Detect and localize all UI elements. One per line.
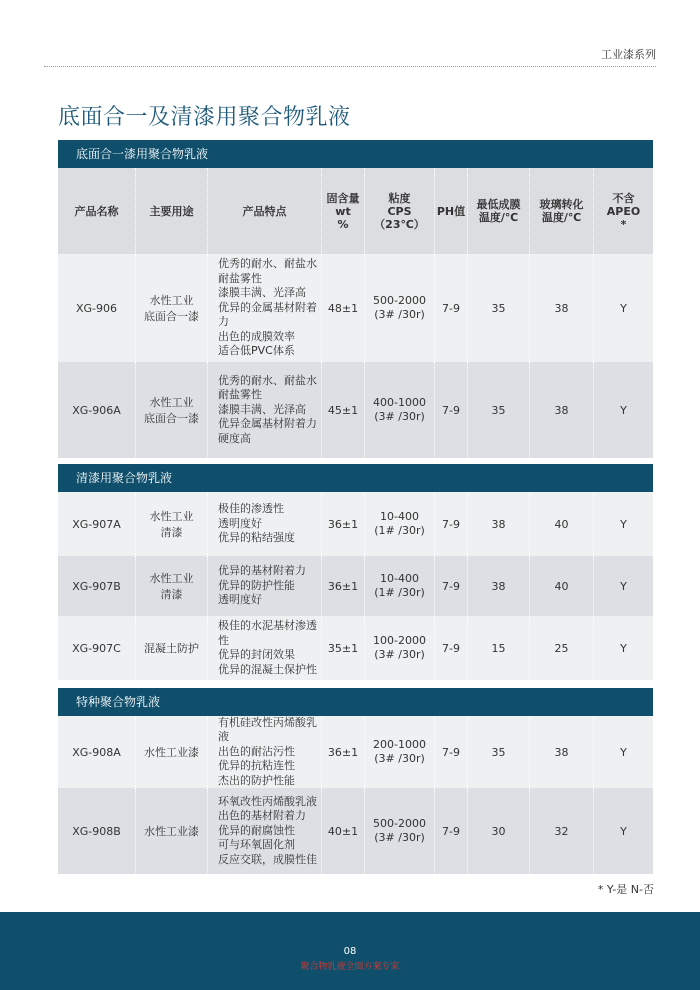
page-number: 08: [343, 946, 357, 957]
table-row: [58, 716, 653, 788]
cell-features: 环氧改性丙烯酸乳液 出色的基材附着力 优异的耐腐蚀性 可与环氧固化剂 反应交联，成膜性佳: [208, 788, 322, 874]
cell-mfft: 35: [468, 716, 530, 788]
cell-ph: 7-9: [435, 616, 468, 680]
cell-tg: 38: [530, 362, 594, 458]
table-row: [58, 616, 653, 680]
cell-name: XG-907B: [58, 556, 136, 616]
cell-solid: 48±1: [322, 254, 365, 362]
cell-name: XG-906A: [58, 362, 136, 458]
cell-name: XG-907A: [58, 492, 136, 556]
cell-tg: 38: [530, 716, 594, 788]
cell-apeo: Y: [620, 301, 627, 315]
section-table-2: [58, 464, 653, 680]
cell-ph: 7-9: [435, 556, 468, 616]
cell-features: 极佳的渗透性 透明度好 优异的粘结强度: [208, 492, 322, 556]
cell-features: 极佳的水泥基材渗透性 优异的封闭效果 优异的混凝土保护性: [208, 616, 322, 680]
table-header-row: [58, 168, 653, 254]
cell-features: 优异的基材附着力 优异的防护性能 透明度好: [208, 556, 322, 616]
cell-mfft: 30: [468, 788, 530, 874]
cell-mfft: 15: [468, 616, 530, 680]
cell-ph: 7-9: [435, 716, 468, 788]
cell-solid: 36±1: [322, 716, 365, 788]
cell-use: 水性工业 清漆: [136, 492, 208, 556]
cell-apeo: Y: [620, 403, 627, 417]
cell-use: 水性工业漆: [136, 716, 208, 788]
cell-use: 水性工业 底面合一漆: [136, 254, 208, 362]
cell-use: 水性工业 清漆: [136, 556, 208, 616]
header-cell-ph: PH值: [435, 168, 468, 254]
cell-viscosity: 10-400 (1# /30r): [365, 492, 435, 556]
cell-ph: 7-9: [435, 788, 468, 874]
cell-ph: 7-9: [435, 362, 468, 458]
cell-ph: 7-9: [435, 254, 468, 362]
cell-viscosity: 10-400 (1# /30r): [365, 556, 435, 616]
cell-name: XG-908B: [58, 788, 136, 874]
table-row: [58, 362, 653, 458]
header-cell-viscosity: 粘度 CPS （23℃）: [365, 168, 435, 254]
cell-apeo: Y: [620, 641, 627, 655]
cell-apeo: Y: [620, 579, 627, 593]
header-cell-mfft: 最低成膜 温度/℃: [468, 168, 530, 254]
page-title: 底面合一及清漆用聚合物乳液: [58, 105, 351, 130]
table-row: [58, 492, 653, 556]
table-row: [58, 254, 653, 362]
footnote: * Y-是 N-否: [597, 883, 654, 896]
header-divider: [44, 66, 656, 67]
cell-viscosity: 400-1000 (3# /30r): [365, 362, 435, 458]
section-table-1: [58, 140, 653, 458]
cell-apeo: Y: [620, 517, 627, 531]
cell-use: 水性工业漆: [136, 788, 208, 874]
table-row: [58, 788, 653, 874]
cell-solid: 45±1: [322, 362, 365, 458]
header-cell-use: 主要用途: [136, 168, 208, 254]
cell-use: 混凝土防护: [136, 616, 208, 680]
section-title: 底面合一漆用聚合物乳液: [58, 140, 653, 168]
cell-mfft: 35: [468, 254, 530, 362]
cell-name: XG-908A: [58, 716, 136, 788]
cell-apeo: Y: [620, 745, 627, 759]
cell-name: XG-906: [58, 254, 136, 362]
cell-viscosity: 500-2000 (3# /30r): [365, 254, 435, 362]
cell-mfft: 38: [468, 556, 530, 616]
section-title: 特种聚合物乳液: [58, 688, 653, 716]
cell-solid: 40±1: [322, 788, 365, 874]
header-cell-tg: 玻璃转化 温度/℃: [530, 168, 594, 254]
cell-mfft: 35: [468, 362, 530, 458]
cell-solid: 36±1: [322, 492, 365, 556]
header-cell-name: 产品名称: [58, 168, 136, 254]
book-title: 聚合物乳液全面方案专家: [300, 962, 400, 972]
cell-tg: 32: [530, 788, 594, 874]
header-cell-apeo: 不含 APEO *: [606, 191, 641, 231]
header-cell-features: 产品特点: [208, 168, 322, 254]
cell-tg: 40: [530, 492, 594, 556]
cell-features: 优秀的耐水、耐盐水 耐盐雾性 漆膜丰满、光泽高 优异金属基材附着力 硬度高: [208, 362, 322, 458]
cell-use: 水性工业 底面合一漆: [136, 362, 208, 458]
cell-apeo: Y: [620, 824, 627, 838]
cell-features: 有机硅改性丙烯酸乳液 出色的耐沾污性 优异的抗粘连性 杰出的防护性能: [208, 716, 322, 788]
header-cell-solid: 固含量wt %: [322, 168, 365, 254]
cell-viscosity: 500-2000 (3# /30r): [365, 788, 435, 874]
cell-solid: 35±1: [322, 616, 365, 680]
cell-solid: 36±1: [322, 556, 365, 616]
cell-tg: 40: [530, 556, 594, 616]
cell-viscosity: 200-1000 (3# /30r): [365, 716, 435, 788]
cell-tg: 25: [530, 616, 594, 680]
section-table-3: [58, 688, 653, 874]
cell-mfft: 38: [468, 492, 530, 556]
series-label: 工业漆系列: [601, 48, 656, 61]
section-title: 清漆用聚合物乳液: [58, 464, 653, 492]
cell-tg: 38: [530, 254, 594, 362]
cell-features: 优秀的耐水、耐盐水 耐盐雾性 漆膜丰满、光泽高 优异的金属基材附着力 出色的成膜效率 适合低PVC体系: [208, 254, 322, 362]
cell-ph: 7-9: [435, 492, 468, 556]
table-row: [58, 556, 653, 616]
cell-name: XG-907C: [58, 616, 136, 680]
cell-viscosity: 100-2000 (3# /30r): [365, 616, 435, 680]
